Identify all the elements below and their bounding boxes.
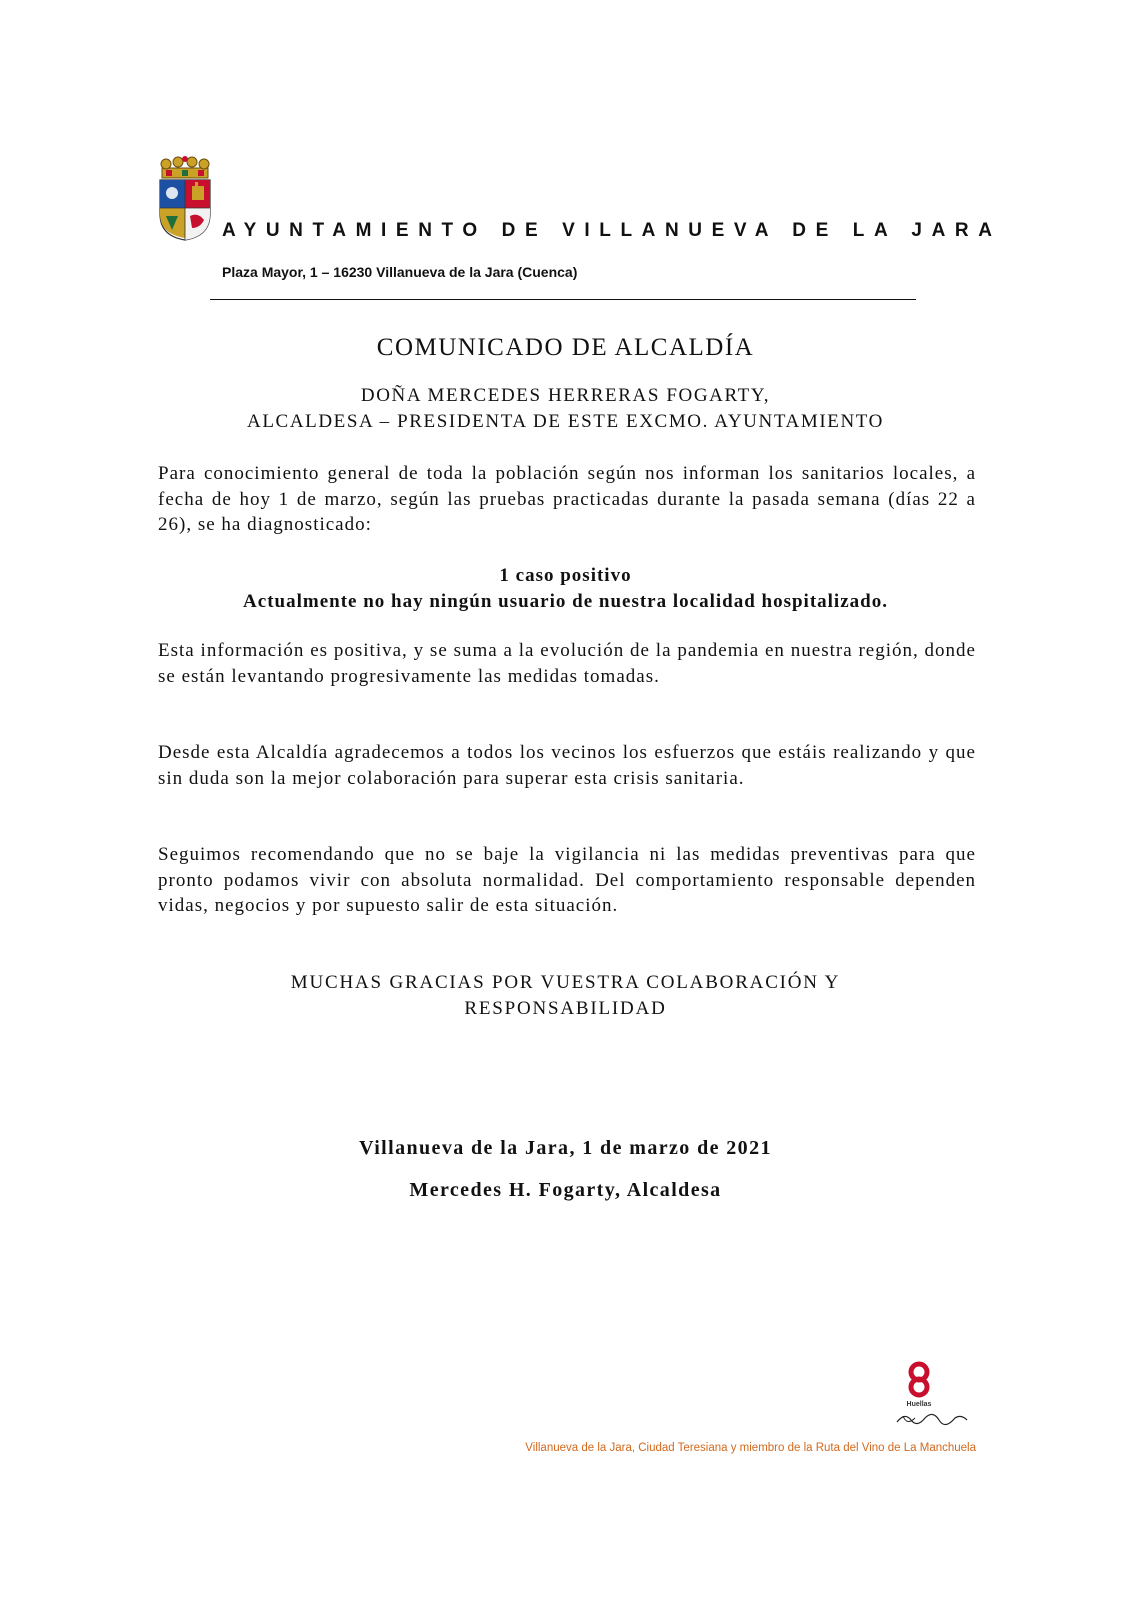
coat-of-arms-icon [156, 156, 214, 242]
document-title: COMUNICADO DE ALCALDÍA [376, 334, 755, 361]
hospitalization-status: Actualmente no hay ningún usuario de nuestra localidad hospitalizado. [243, 591, 888, 612]
body-paragraph-1: Para conocimiento general de toda la población según nos informan los sanitarios locales, a fecha de hoy 1 de marzo, según las pruebas practicadas durante la pasada semana (días 22 a 26), se ha diagnosticado: [158, 463, 976, 535]
issuer-line-2: ALCALDESA – PRESIDENTA DE ESTE EXCMO. AYUNTAMIENTO [247, 411, 884, 432]
signature-place-date: Villanueva de la Jara, 1 de marzo de 2021 [359, 1137, 772, 1159]
thanks-line-2: RESPONSABILIDAD [464, 998, 667, 1019]
body-paragraph-3: Desde esta Alcaldía agradecemos a todos los vecinos los esfuerzos que estáis realizando y que sin duda son la mejor colaboración para superar esta crisis sanitaria. [158, 742, 976, 789]
organization-address: Plaza Mayor, 1 – 16230 Villanueva de la Jara (Cuenca) [222, 264, 578, 280]
issuer-line-1: DOÑA MERCEDES HERRERAS FOGARTY, [360, 385, 771, 406]
footer-tagline: Villanueva de la Jara, Ciudad Teresiana y miembro de la Ruta del Vino de La Manchuela [525, 1442, 976, 1454]
signature-name: Mercedes H. Fogarty, Alcaldesa [409, 1179, 722, 1201]
closing-thanks [0, 970, 1131, 1022]
huellas-logo-icon [895, 1360, 975, 1430]
case-count: 1 caso positivo [499, 565, 632, 586]
thanks-line-1: MUCHAS GRACIAS POR VUESTRA COLABORACIÓN Y [290, 972, 841, 993]
svg-text:Huellas: Huellas [906, 1401, 932, 1408]
organization-name: AYUNTAMIENTO DE VILLANUEVA DE LA JARA [222, 220, 1002, 241]
issuer-block [0, 383, 1131, 435]
case-summary [0, 563, 1131, 615]
header-divider [210, 299, 916, 300]
body-paragraph-2: Esta información es positiva, y se suma a la evolución de la pandemia en nuestra región, donde se están levantando progresivamente las medidas tomadas. [158, 640, 976, 687]
body-paragraph-4: Seguimos recomendando que no se baje la vigilancia ni las medidas preventivas para que pronto podamos vivir con absoluta normalidad. Del comportamiento responsable dependen vidas, negocios y por supuesto salir de esta situación. [158, 844, 976, 916]
